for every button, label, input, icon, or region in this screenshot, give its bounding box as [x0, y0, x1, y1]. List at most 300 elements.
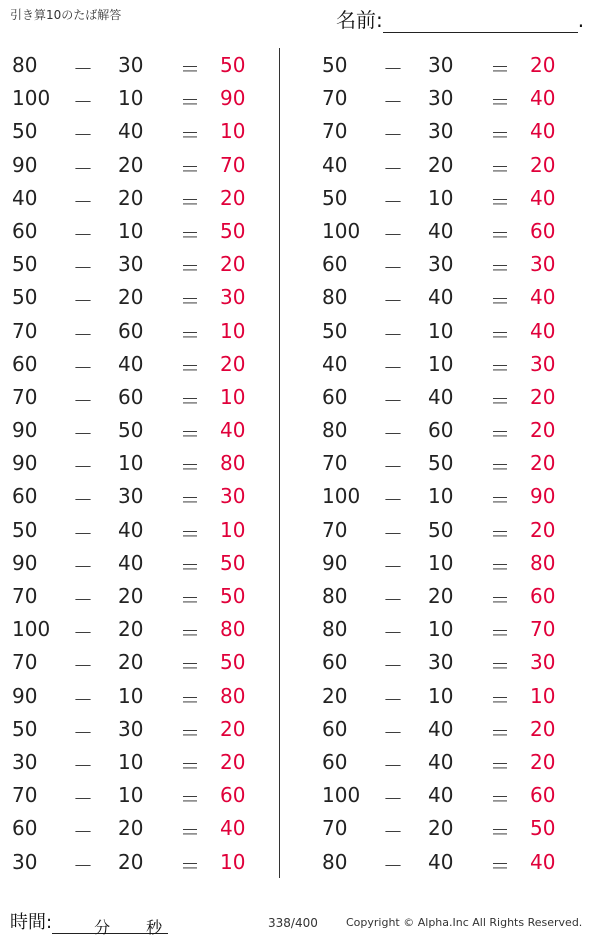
minuend: 70	[322, 86, 348, 111]
problem-row	[310, 613, 590, 646]
problem-row	[0, 82, 280, 115]
problem-row	[0, 547, 280, 580]
minuend: 50	[12, 716, 38, 741]
equals-sign: ＝	[180, 554, 200, 579]
minuend: 70	[322, 816, 348, 841]
answer: 10	[220, 384, 246, 409]
minuend: 40	[12, 185, 38, 210]
problem-row	[310, 547, 590, 580]
equals-sign: ＝	[180, 256, 200, 281]
subtrahend: 20	[118, 152, 144, 177]
answer: 10	[530, 683, 556, 708]
minus-sign: －	[383, 422, 403, 447]
problem-row	[310, 82, 590, 115]
equals-sign: ＝	[490, 720, 510, 745]
minuend: 100	[322, 218, 361, 243]
minuend: 80	[322, 849, 348, 874]
minus-sign: －	[73, 388, 93, 413]
equals-sign: ＝	[490, 289, 510, 314]
minuend: 90	[12, 683, 38, 708]
minus-sign: －	[73, 57, 93, 81]
minuend: 90	[12, 550, 38, 575]
minus-sign: －	[73, 554, 93, 579]
minuend: 50	[12, 119, 38, 144]
minus-sign: －	[383, 554, 403, 579]
subtrahend: 20	[428, 584, 454, 608]
equals-sign: ＝	[490, 189, 510, 214]
equals-sign: ＝	[490, 521, 510, 546]
answer: 60	[530, 218, 556, 243]
problem-row	[310, 846, 590, 879]
problem-row	[310, 182, 590, 215]
problem-row	[0, 248, 280, 281]
subtrahend: 50	[118, 418, 144, 443]
answer: 10	[220, 119, 246, 144]
subtrahend: 40	[118, 119, 144, 144]
equals-sign: ＝	[180, 189, 200, 214]
minuend: 70	[12, 384, 38, 409]
answer: 30	[530, 650, 556, 675]
left-problem-column	[0, 49, 280, 879]
minuend: 70	[12, 318, 38, 343]
equals-sign: ＝	[180, 156, 200, 181]
problem-row	[310, 315, 590, 348]
problem-row	[0, 348, 280, 381]
answer: 40	[530, 849, 556, 874]
subtrahend: 10	[118, 451, 144, 476]
minus-sign: －	[73, 687, 93, 712]
answer: 60	[220, 783, 246, 808]
minuend: 70	[322, 517, 348, 542]
answer: 80	[530, 550, 556, 575]
minutes-label: 分	[94, 918, 111, 937]
minuend: 80	[322, 418, 348, 443]
minus-sign: －	[383, 123, 403, 148]
minuend: 50	[12, 252, 38, 277]
subtrahend: 40	[428, 716, 454, 741]
minus-sign: －	[383, 355, 403, 380]
answer: 20	[530, 384, 556, 409]
problem-row	[0, 812, 280, 845]
minuend: 40	[322, 351, 348, 376]
equals-sign: ＝	[490, 355, 510, 380]
equals-sign: ＝	[180, 123, 200, 148]
minuend: 60	[322, 384, 348, 409]
problem-row	[0, 182, 280, 215]
minus-sign: －	[383, 687, 403, 712]
equals-sign: ＝	[490, 123, 510, 148]
answer: 40	[530, 86, 556, 111]
minus-sign: －	[73, 588, 93, 612]
problem-row	[310, 215, 590, 248]
answer: 30	[220, 285, 246, 310]
minuend: 80	[322, 617, 348, 642]
subtrahend: 10	[428, 683, 454, 708]
subtrahend: 20	[118, 185, 144, 210]
subtrahend: 40	[428, 749, 454, 774]
equals-sign: ＝	[180, 422, 200, 447]
equals-sign: ＝	[180, 90, 200, 115]
subtrahend: 40	[118, 550, 144, 575]
minuend: 40	[322, 152, 348, 177]
right-problem-column	[310, 49, 590, 879]
minuend: 100	[12, 86, 51, 111]
problem-row	[310, 281, 590, 314]
problem-row	[0, 414, 280, 447]
problem-row	[310, 779, 590, 812]
minuend: 60	[12, 484, 38, 509]
minuend: 50	[322, 53, 348, 77]
minus-sign: －	[73, 621, 93, 646]
problem-row	[0, 480, 280, 513]
minus-sign: －	[383, 90, 403, 115]
equals-sign: ＝	[180, 787, 200, 812]
minuend: 70	[12, 584, 38, 608]
equals-sign: ＝	[180, 654, 200, 679]
subtrahend: 60	[118, 384, 144, 409]
minuend: 70	[12, 650, 38, 675]
answer: 80	[220, 683, 246, 708]
subtrahend: 40	[428, 384, 454, 409]
minus-sign: －	[73, 455, 93, 480]
answer: 50	[530, 816, 556, 841]
subtrahend: 50	[428, 517, 454, 542]
minuend: 100	[12, 617, 51, 642]
subtrahend: 40	[428, 218, 454, 243]
answer: 30	[530, 351, 556, 376]
problem-row	[310, 447, 590, 480]
answer: 20	[530, 749, 556, 774]
problem-row	[310, 580, 590, 613]
minus-sign: －	[383, 156, 403, 181]
answer: 20	[530, 152, 556, 177]
minuend: 80	[322, 584, 348, 608]
subtrahend: 20	[118, 285, 144, 310]
minuend: 60	[322, 252, 348, 277]
equals-sign: ＝	[180, 720, 200, 745]
problem-row	[0, 713, 280, 746]
subtrahend: 10	[428, 550, 454, 575]
time-field	[10, 908, 168, 937]
minus-sign: －	[383, 488, 403, 513]
minuend: 80	[322, 285, 348, 310]
answer: 20	[220, 351, 246, 376]
equals-sign: ＝	[180, 621, 200, 646]
subtrahend: 40	[428, 285, 454, 310]
copyright: Copyright © Alpha.Inc All Rights Reserved.	[346, 916, 583, 929]
answer: 20	[220, 252, 246, 277]
minuend: 50	[322, 185, 348, 210]
minus-sign: －	[383, 455, 403, 480]
problem-row	[0, 514, 280, 547]
answer: 50	[220, 584, 246, 608]
minus-sign: －	[73, 322, 93, 347]
answer: 70	[530, 617, 556, 642]
subtrahend: 40	[118, 517, 144, 542]
answer: 80	[220, 617, 246, 642]
subtrahend: 50	[428, 451, 454, 476]
answer: 60	[530, 584, 556, 608]
subtrahend: 30	[118, 716, 144, 741]
subtrahend: 10	[118, 749, 144, 774]
minuend: 30	[12, 749, 38, 774]
equals-sign: ＝	[490, 488, 510, 513]
minuend: 90	[12, 418, 38, 443]
problem-row	[0, 779, 280, 812]
problem-row	[310, 149, 590, 182]
subtrahend: 30	[428, 119, 454, 144]
minuend: 60	[322, 650, 348, 675]
minus-sign: －	[73, 123, 93, 148]
equals-sign: ＝	[490, 621, 510, 646]
name-label: 名前:	[336, 8, 383, 32]
subtrahend: 30	[428, 252, 454, 277]
minus-sign: －	[73, 355, 93, 380]
problem-row	[310, 248, 590, 281]
minus-sign: －	[383, 654, 403, 679]
equals-sign: ＝	[490, 388, 510, 413]
subtrahend: 40	[428, 849, 454, 874]
minuend: 90	[322, 550, 348, 575]
minuend: 70	[12, 783, 38, 808]
minus-sign: －	[383, 189, 403, 214]
minus-sign: －	[73, 256, 93, 281]
equals-sign: ＝	[180, 322, 200, 347]
minuend: 90	[12, 152, 38, 177]
problem-row	[310, 680, 590, 713]
problem-row	[310, 115, 590, 148]
minus-sign: －	[73, 820, 93, 845]
minus-sign: －	[73, 853, 93, 878]
time-line[interactable]	[52, 915, 168, 937]
subtrahend: 10	[118, 783, 144, 808]
minus-sign: －	[73, 189, 93, 214]
equals-sign: ＝	[180, 521, 200, 546]
minuend: 50	[12, 517, 38, 542]
equals-sign: ＝	[180, 820, 200, 845]
name-line[interactable]	[383, 12, 578, 33]
minuend: 50	[322, 318, 348, 343]
subtrahend: 10	[118, 683, 144, 708]
equals-sign: ＝	[180, 355, 200, 380]
minus-sign: －	[73, 90, 93, 115]
minuend: 70	[322, 119, 348, 144]
minus-sign: －	[73, 488, 93, 513]
minus-sign: －	[383, 521, 403, 546]
minus-sign: －	[73, 753, 93, 778]
problem-row	[0, 646, 280, 679]
subtrahend: 30	[428, 53, 454, 77]
equals-sign: ＝	[490, 820, 510, 845]
subtrahend: 40	[118, 351, 144, 376]
equals-sign: ＝	[490, 753, 510, 778]
answer: 20	[220, 716, 246, 741]
problem-row	[0, 580, 280, 613]
problem-row	[0, 381, 280, 414]
answer: 50	[220, 53, 246, 77]
name-suffix: .	[577, 8, 585, 32]
minus-sign: －	[73, 521, 93, 546]
answer: 10	[220, 318, 246, 343]
equals-sign: ＝	[490, 853, 510, 878]
minus-sign: －	[383, 289, 403, 314]
minuend: 60	[12, 218, 38, 243]
answer: 30	[220, 484, 246, 509]
equals-sign: ＝	[490, 787, 510, 812]
column-divider	[279, 48, 280, 878]
minus-sign: －	[73, 654, 93, 679]
subtrahend: 20	[428, 152, 454, 177]
subtrahend: 20	[118, 816, 144, 841]
subtrahend: 30	[428, 86, 454, 111]
equals-sign: ＝	[490, 222, 510, 247]
answer: 40	[530, 185, 556, 210]
time-label: 時間:	[10, 912, 53, 933]
minuend: 100	[322, 484, 361, 509]
problem-row	[0, 149, 280, 182]
name-field	[336, 4, 584, 33]
problem-row	[310, 49, 590, 82]
answer: 10	[220, 849, 246, 874]
subtrahend: 30	[118, 53, 144, 77]
problem-row	[310, 348, 590, 381]
answer: 40	[530, 318, 556, 343]
equals-sign: ＝	[180, 488, 200, 513]
subtrahend: 30	[118, 252, 144, 277]
minus-sign: －	[383, 787, 403, 812]
equals-sign: ＝	[180, 222, 200, 247]
minus-sign: －	[73, 289, 93, 314]
equals-sign: ＝	[180, 588, 200, 612]
subtrahend: 30	[118, 484, 144, 509]
equals-sign: ＝	[490, 687, 510, 712]
subtrahend: 10	[118, 86, 144, 111]
answer: 40	[530, 285, 556, 310]
minus-sign: －	[73, 422, 93, 447]
problem-row	[0, 846, 280, 879]
equals-sign: ＝	[490, 90, 510, 115]
problem-row	[0, 746, 280, 779]
answer: 20	[530, 716, 556, 741]
minuend: 60	[322, 749, 348, 774]
page-number: 338/400	[268, 916, 318, 930]
minuend: 90	[12, 451, 38, 476]
seconds-label: 秒	[146, 918, 163, 937]
answer: 50	[220, 650, 246, 675]
problem-row	[0, 115, 280, 148]
minuend: 20	[322, 683, 348, 708]
subtrahend: 20	[118, 650, 144, 675]
answer: 40	[220, 418, 246, 443]
answer: 50	[220, 218, 246, 243]
answer: 90	[530, 484, 556, 509]
answer: 70	[220, 152, 246, 177]
problem-row	[0, 447, 280, 480]
problem-row	[310, 746, 590, 779]
problem-row	[310, 480, 590, 513]
equals-sign: ＝	[490, 554, 510, 579]
worksheet-title: 引き算10のたば解答	[10, 8, 122, 22]
equals-sign: ＝	[490, 588, 510, 612]
minuend: 60	[12, 816, 38, 841]
minus-sign: －	[383, 720, 403, 745]
equals-sign: ＝	[490, 422, 510, 447]
equals-sign: ＝	[180, 289, 200, 314]
minus-sign: －	[383, 820, 403, 845]
problem-row	[310, 812, 590, 845]
equals-sign: ＝	[490, 156, 510, 181]
answer: 20	[530, 517, 556, 542]
minuend: 50	[12, 285, 38, 310]
problem-row	[0, 680, 280, 713]
equals-sign: ＝	[490, 57, 510, 81]
answer: 20	[220, 185, 246, 210]
minus-sign: －	[383, 853, 403, 878]
subtrahend: 40	[428, 783, 454, 808]
equals-sign: ＝	[180, 853, 200, 878]
minus-sign: －	[383, 256, 403, 281]
minus-sign: －	[383, 322, 403, 347]
problem-row	[0, 215, 280, 248]
answer: 30	[530, 252, 556, 277]
subtrahend: 10	[428, 185, 454, 210]
subtrahend: 60	[428, 418, 454, 443]
problem-row	[0, 315, 280, 348]
minuend: 80	[12, 53, 38, 77]
answer: 40	[530, 119, 556, 144]
problem-row	[310, 381, 590, 414]
subtrahend: 10	[428, 484, 454, 509]
equals-sign: ＝	[180, 687, 200, 712]
answer: 80	[220, 451, 246, 476]
subtrahend: 10	[428, 617, 454, 642]
minuend: 100	[322, 783, 361, 808]
subtrahend: 10	[118, 218, 144, 243]
equals-sign: ＝	[490, 455, 510, 480]
minus-sign: －	[73, 787, 93, 812]
problem-row	[0, 281, 280, 314]
minus-sign: －	[383, 57, 403, 81]
minus-sign: －	[383, 588, 403, 612]
equals-sign: ＝	[180, 753, 200, 778]
footer	[0, 898, 600, 937]
subtrahend: 10	[428, 351, 454, 376]
answer: 60	[530, 783, 556, 808]
minus-sign: －	[383, 621, 403, 646]
subtrahend: 20	[118, 617, 144, 642]
minuend: 70	[322, 451, 348, 476]
equals-sign: ＝	[490, 256, 510, 281]
answer: 40	[220, 816, 246, 841]
minus-sign: －	[383, 753, 403, 778]
minus-sign: －	[73, 222, 93, 247]
minus-sign: －	[383, 388, 403, 413]
problem-row	[0, 49, 280, 82]
minuend: 60	[12, 351, 38, 376]
subtrahend: 60	[118, 318, 144, 343]
subtrahend: 10	[428, 318, 454, 343]
problem-row	[310, 414, 590, 447]
problem-row	[310, 713, 590, 746]
subtrahend: 20	[118, 584, 144, 608]
answer: 20	[530, 451, 556, 476]
answer: 20	[530, 418, 556, 443]
equals-sign: ＝	[180, 388, 200, 413]
minus-sign: －	[383, 222, 403, 247]
answer: 20	[220, 749, 246, 774]
equals-sign: ＝	[180, 57, 200, 81]
equals-sign: ＝	[490, 322, 510, 347]
